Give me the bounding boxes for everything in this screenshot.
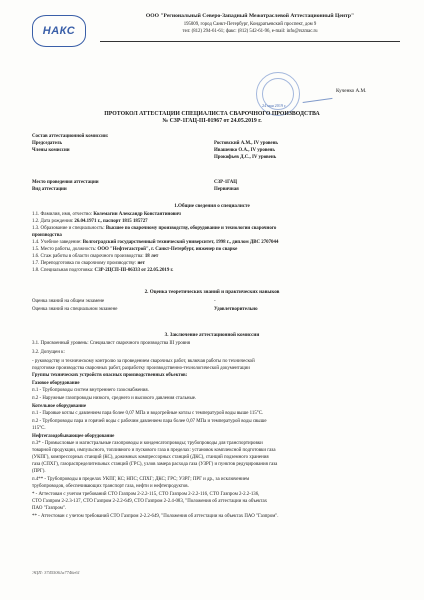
- oil-item-3b: товарной продукции, импульсного, топливного и пускового газа в пределах: установок комплексной подготовки газа: [32, 448, 276, 453]
- s1-l3-value: Высшее по сварочному производству, оборудование и технологии сварочного: [105, 226, 277, 231]
- special-exam-value: Удовлетворительно: [214, 307, 258, 312]
- chair-value: Ростовский А.М., IV уровень: [214, 141, 279, 146]
- member-2: Прокофьев Д.С., IV уровень: [214, 155, 277, 160]
- logo-text: НАКС: [42, 25, 76, 37]
- s1-line-1: [32, 212, 181, 218]
- stamp-seal: [256, 72, 300, 116]
- member-1: Ивашенко О.А., IV уровень: [214, 148, 275, 153]
- gas-item-1: п.1 - Трубопроводы систем внутреннего газоснабжения.: [32, 388, 149, 393]
- s1-line-7: [32, 261, 145, 267]
- commission-heading: Состав аттестационной комиссии:: [32, 134, 109, 139]
- oil-item-3d: газа (СПХГ), газораспределительных станций (ГРС), узлов замера расхода газа (УЗРГ) и пунктов редуцирования газа: [32, 462, 278, 467]
- oil-item-3a: п.3* - Промысловые и магистральные газопроводы и конденсатопроводы; трубопроводы для транспортировки: [32, 441, 263, 446]
- gas-item-2: п.2 - Наружные газопроводы низкого, среднего и высокого давления стальные.: [32, 396, 197, 401]
- oil-item-4b: трубопроводов, обеспечивающих транспорт газа, нефти и нефтепродуктов.: [32, 484, 189, 489]
- oil-item-3c: (УКПГ), компрессорных станций (КС), дожимных компрессорных станций (ДКС), станций подземного хранения: [32, 455, 269, 460]
- s1-line-4: [32, 240, 278, 246]
- s1-l5-label: 1.5. Место работы, должность:: [32, 247, 98, 252]
- s1-l8-value: СЗР-2ЦСП-III-06333 от 22.05.2019 г.: [94, 268, 174, 273]
- oil-item-4a: п.4** - Трубопроводы в пределах УКПГ, КС; НПС; СПХГ; ДКС; ГРС; УЗРГ; ПРГ и др., за исключением: [32, 477, 250, 482]
- groups-heading: Группы технических устройств опасных производственных объектов:: [32, 373, 188, 378]
- members-label: Члены комиссии: [32, 148, 70, 153]
- s1-line-8: [32, 268, 173, 274]
- note-1a: * - Аттестован с учетом требований СТО Газпром 2-2.2-115, СТО Газпром 2-2.2-116, СТО Газпром 2-2.2-136,: [32, 492, 260, 497]
- s1-l5-value: ООО "Нефтегазстрой", г. Санкт-Петербург, инженер по сварке: [97, 247, 238, 252]
- protocol-title: [40, 111, 384, 125]
- s1-line-5: [32, 247, 237, 253]
- boiler-item-2b: 115°С.: [32, 426, 46, 431]
- general-exam-value: -: [214, 299, 216, 304]
- s3-admitted: 3.2. Допущен к:: [32, 350, 65, 355]
- s3-level: 3.1. Присвоенный уровень: Специалист сварочного производства III уровня: [32, 341, 191, 346]
- org-name: ООО "Региональный Северо-Западный Межотраслевой Аттестационный Центр": [145, 13, 355, 19]
- section1-heading: 1.Общие сведения о специалисте: [174, 203, 250, 209]
- s1-l1-label: 1.1. Фамилия, имя, отчество:: [32, 212, 94, 217]
- oil-heading: Нефтегазодобывающее оборудование: [32, 434, 115, 439]
- stamp-signer: Кученко А.М.: [336, 88, 367, 94]
- s1-line-2: [32, 219, 148, 225]
- s1-l6-value: 18 лет: [144, 254, 159, 259]
- boiler-heading: Котельное оборудование: [32, 404, 86, 409]
- s1-l4-label: 1.4. Учебное заведение:: [32, 240, 83, 245]
- general-exam-label: Оценка знаний на общем экзамене: [32, 299, 105, 304]
- org-contacts: тел: (812) 294-61-61; факс: (812) 542-61-96, e-mail: info@rszmac.ru: [182, 29, 318, 34]
- s1-l2-label: 1.2. Дата рождения:: [32, 219, 75, 224]
- special-exam-label: Оценка знаний на специальном экзамене: [32, 307, 118, 312]
- digital-signature-code: ЭЦП: 37455061a7746e61: [32, 570, 80, 575]
- s3-admitted-b: подготовке производства сварочных работ, разработку производственно-технологической документации: [32, 366, 250, 371]
- type-label: Вид аттестации: [32, 187, 67, 192]
- s1-l8-label: 1.8. Специальная подготовка:: [32, 268, 95, 273]
- section3-heading: 3. Заключение аттестационной комиссии: [164, 332, 260, 338]
- s3-admitted-a: - руководству и техническому контролю за проведением сварочных работ, включая работы по технической: [32, 359, 255, 364]
- signature: [302, 90, 333, 103]
- stamp-date: 24 мая 2019 г.: [262, 103, 287, 108]
- section2-heading: 2. Оценка теоретических знаний и практических навыков: [144, 289, 280, 295]
- s1-line-3: [32, 226, 276, 232]
- naks-logo: [32, 15, 86, 47]
- gas-heading: Газовое оборудование: [32, 381, 80, 386]
- oil-item-3e: (ПРГ).: [32, 469, 46, 474]
- header-divider: [100, 41, 400, 42]
- place-value: СЗР-1ГАЦ: [214, 180, 238, 185]
- type-value: Первичная: [214, 187, 239, 192]
- org-address: 195009, город Санкт-Петербург, Кондратьевский проспект, дом 9: [183, 22, 317, 27]
- s1-line-6: [32, 254, 158, 260]
- s1-l7-value: нет: [137, 261, 145, 266]
- boiler-item-1: п.1 - Паровые котлы с давлением пара более 0,07 МПа и водогрейные котлы с температурой воды выше 115°С.: [32, 411, 264, 416]
- s1-l4-value: Волгоградский государственный технический университет, 1998 г., диплом ДВС 2707044: [82, 240, 279, 245]
- boiler-item-2a: п.2 - Трубопроводы пара и горячей воды с рабочим давлением пара более 0,07 МПа и температурой воды свыше: [32, 419, 267, 424]
- title-line-2: № СЗР-1ГАЦ-III-01967 от 24.05.2019 г.: [162, 118, 262, 124]
- s1-line-3b: производства: [32, 233, 62, 238]
- note-1b: СТО Газпром 2-2.3-137, СТО Газпром 2-2.2-649, СТО Газпром 2-2.4-083, "Положения об аттестации на объектах: [32, 499, 268, 504]
- s1-l2-value: 26.04.1971 г., паспорт 1815 185727: [74, 219, 148, 224]
- s1-l1-value: Колемагин Александр Константинович: [93, 212, 181, 217]
- note-2: ** - Аттестован с учетом требований СТО Газпром 2-2.2-649, "Положения об аттестации на объектах ПАО "Газпром".: [32, 514, 279, 519]
- s1-l7-label: 1.7. Переподготовка по сварочному производству:: [32, 261, 138, 266]
- place-label: Место проведения аттестации: [32, 180, 99, 185]
- s1-l3-label: 1.3. Образование и специальность:: [32, 226, 106, 231]
- note-1c: ПАО "Газпром".: [32, 506, 67, 511]
- chair-label: Председатель: [32, 141, 63, 146]
- s1-l6-label: 1.6. Стаж работы в области сварочного производства:: [32, 254, 145, 259]
- title-line-1: ПРОТОКОЛ АТТЕСТАЦИИ СПЕЦИАЛИСТА СВАРОЧНОГО ПРОИЗВОДСТВА: [104, 111, 320, 117]
